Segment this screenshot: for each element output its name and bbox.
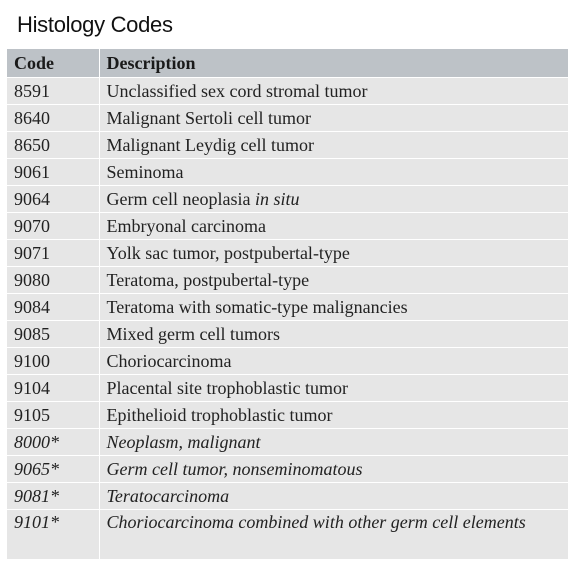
histology-code: 9105: [7, 402, 99, 429]
description-text: Unclassified sex cord stromal tumor: [106, 81, 368, 101]
histology-code: 9101*: [7, 510, 99, 560]
histology-code: 9080: [7, 267, 99, 294]
histology-description: [99, 483, 568, 510]
table-row: [7, 321, 568, 348]
description-text: Germ cell neoplasia: [106, 189, 255, 209]
table-row: [7, 213, 568, 240]
histology-description: [99, 159, 568, 186]
histology-code: 9085: [7, 321, 99, 348]
table-row: [7, 375, 568, 402]
histology-description: [99, 429, 568, 456]
histology-code: 9061: [7, 159, 99, 186]
histology-description: [99, 267, 568, 294]
description-text: Teratoma, postpubertal-type: [106, 270, 310, 290]
description-text: Seminoma: [106, 162, 184, 182]
description-text: Choriocarcinoma: [106, 351, 232, 371]
histology-description: [99, 375, 568, 402]
table-header-row: [7, 49, 568, 78]
histology-description: [99, 456, 568, 483]
table-row: [7, 402, 568, 429]
histology-description: [99, 348, 568, 375]
histology-description: [99, 240, 568, 267]
column-header-description: Description: [99, 49, 568, 78]
description-text: Placental site trophoblastic tumor: [106, 378, 348, 398]
histology-description: [99, 132, 568, 159]
histology-description: [99, 321, 568, 348]
histology-code: 8000*: [7, 429, 99, 456]
description-text: Germ cell tumor, nonseminomatous: [106, 459, 363, 479]
description-text: Yolk sac tumor, postpubertal-type: [106, 243, 350, 263]
histology-codes-table: [7, 49, 568, 559]
table-row: [7, 186, 568, 213]
histology-code: 9100: [7, 348, 99, 375]
histology-code: 8650: [7, 132, 99, 159]
histology-code: 9065*: [7, 456, 99, 483]
table-row: [7, 483, 568, 510]
histology-description: [99, 186, 568, 213]
histology-code: 9064: [7, 186, 99, 213]
histology-code: 9084: [7, 294, 99, 321]
table-body: [7, 78, 568, 560]
table-row: [7, 348, 568, 375]
histology-code: 8640: [7, 105, 99, 132]
histology-code: 9081*: [7, 483, 99, 510]
description-text: Embryonal carcinoma: [106, 216, 266, 236]
column-header-code: Code: [7, 49, 99, 78]
table-row: [7, 132, 568, 159]
table-row: [7, 267, 568, 294]
histology-description: [99, 213, 568, 240]
table-row: [7, 240, 568, 267]
description-text: Mixed germ cell tumors: [106, 324, 280, 344]
table-row: [7, 429, 568, 456]
histology-description: [99, 294, 568, 321]
histology-description: [99, 78, 568, 105]
histology-code: 9071: [7, 240, 99, 267]
description-text: Epithelioid trophoblastic tumor: [106, 405, 333, 425]
table-row: [7, 105, 568, 132]
description-text: Malignant Leydig cell tumor: [106, 135, 314, 155]
histology-code: 9070: [7, 213, 99, 240]
table-row: [7, 159, 568, 186]
description-text: Malignant Sertoli cell tumor: [106, 108, 311, 128]
histology-code: 8591: [7, 78, 99, 105]
page-title: Histology Codes: [17, 12, 173, 37]
histology-description: [99, 510, 568, 560]
description-text: Neoplasm, malignant: [106, 432, 261, 452]
histology-description: [99, 402, 568, 429]
description-text: Choriocarcinoma combined with other germ cell elements: [106, 512, 526, 532]
table-row: [7, 294, 568, 321]
description-text: Teratoma with somatic-type malignancies: [106, 297, 408, 317]
table-row: [7, 78, 568, 105]
description-italic-text: in situ: [254, 189, 300, 209]
table-row: [7, 456, 568, 483]
table-row: [7, 510, 568, 560]
description-text: Teratocarcinoma: [106, 486, 230, 506]
histology-description: [99, 105, 568, 132]
histology-code: 9104: [7, 375, 99, 402]
